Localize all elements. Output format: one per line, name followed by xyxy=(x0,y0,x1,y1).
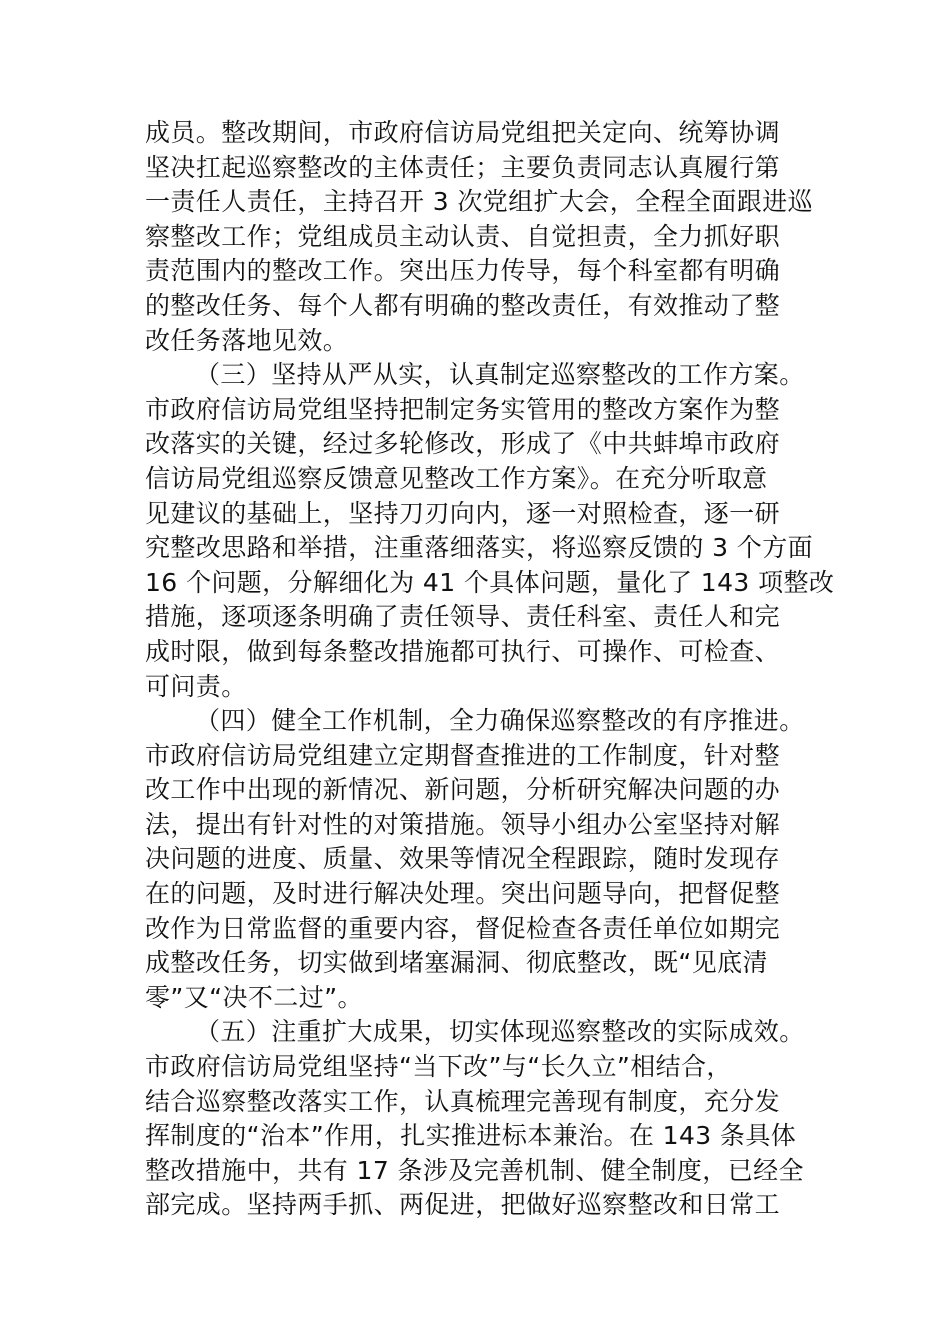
section-heading-5: （五）注重扩大成果，切实体现巡察整改的实际成效。 xyxy=(195,1017,805,1047)
text-line: 16 个问题，分解细化为 41 个具体问题，量化了 143 项整改 xyxy=(145,567,835,597)
section-heading-3: （三）坚持从严从实，认真制定巡察整改的工作方案。 xyxy=(195,360,805,390)
text-line: 改工作中出现的新情况、新问题，分析研究解决问题的办 xyxy=(145,775,781,805)
text-line: 可问责。 xyxy=(145,671,247,701)
text-line: 市政府信访局党组坚持“当下改”与“长久立”相结合， xyxy=(145,1052,732,1082)
text-line: 信访局党组巡察反馈意见整改工作方案》。在充分听取意 xyxy=(145,463,768,493)
text-line: 坚决扛起巡察整改的主体责任；主要负责同志认真履行第 xyxy=(145,152,781,182)
text-line: 决问题的进度、质量、效果等情况全程跟踪，随时发现存 xyxy=(145,844,781,874)
section-heading-4: （四）健全工作机制，全力确保巡察整改的有序推进。 xyxy=(195,706,805,736)
text-line: 市政府信访局党组建立定期督查推进的工作制度，针对整 xyxy=(145,740,781,770)
body-text xyxy=(145,116,845,1223)
text-line: 挥制度的“治本”作用，扎实推进标本兼治。在 143 条具体 xyxy=(145,1121,797,1151)
text-line: 一责任人责任，主持召开 3 次党组扩大会，全程全面跟进巡 xyxy=(145,187,814,217)
text-line: 法，提出有针对性的对策措施。领导小组办公室坚持对解 xyxy=(145,809,781,839)
text-line: 究整改思路和举措，注重落细落实，将巡察反馈的 3 个方面 xyxy=(145,533,814,563)
text-line: 改落实的关键，经过多轮修改，形成了《中共蚌埠市政府 xyxy=(145,429,781,459)
text-line: 整改措施中，共有 17 条涉及完善机制、健全制度，已经全 xyxy=(145,1155,804,1185)
text-line: 成员。整改期间，市政府信访局党组把关定向、统筹协调 xyxy=(145,118,781,147)
text-line: 的整改任务、每个人都有明确的整改责任，有效推动了整 xyxy=(145,290,781,320)
text-line: 措施，逐项逐条明确了责任领导、责任科室、责任人和完 xyxy=(145,602,781,632)
text-line: 责范围内的整改工作。突出压力传导，每个科室都有明确 xyxy=(145,256,781,286)
text-line: 市政府信访局党组坚持把制定务实管用的整改方案作为整 xyxy=(145,394,781,424)
text-line: 部完成。坚持两手抓、两促进，把做好巡察整改和日常工 xyxy=(145,1190,781,1220)
text-line: 零”又“决不二过”。 xyxy=(145,982,363,1012)
text-line: 结合巡察整改落实工作，认真梳理完善现有制度，充分发 xyxy=(145,1086,781,1116)
text-line: 在的问题，及时进行解决处理。突出问题导向，把督促整 xyxy=(145,879,781,909)
text-line: 改作为日常监督的重要内容，督促检查各责任单位如期完 xyxy=(145,913,781,943)
text-line: 察整改工作；党组成员主动认责、自觉担责，全力抓好职 xyxy=(145,221,781,251)
text-line: 见建议的基础上，坚持刀刃向内，逐一对照检查，逐一研 xyxy=(145,498,781,528)
text-line: 成时限，做到每条整改措施都可执行、可操作、可检查、 xyxy=(145,636,781,666)
text-line: 改任务落地见效。 xyxy=(145,325,349,355)
text-line: 成整改任务，切实做到堵塞漏洞、彻底整改，既“见底清 xyxy=(145,948,768,978)
